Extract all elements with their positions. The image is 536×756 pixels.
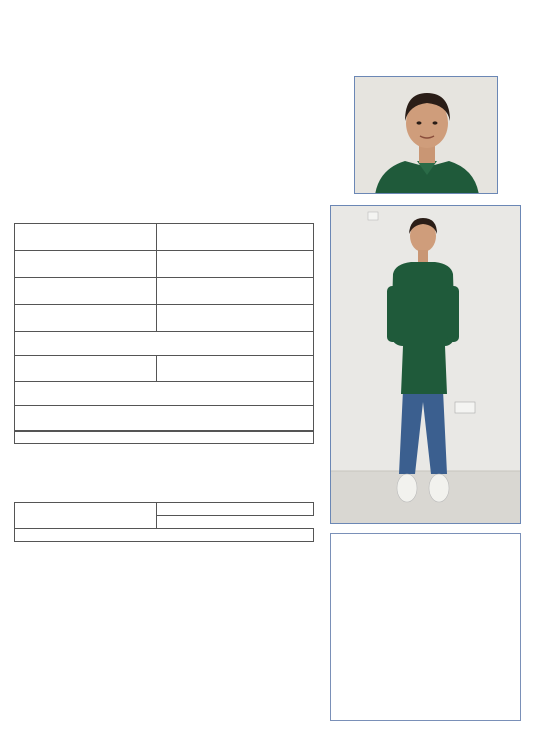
pob-cell <box>156 305 313 332</box>
skills-level-heading <box>156 503 313 516</box>
full-body-photo <box>330 205 521 524</box>
address-cell <box>15 332 314 356</box>
portrait-illustration <box>355 77 498 194</box>
other-skills <box>15 529 314 542</box>
children-cell <box>156 356 313 382</box>
skills-heading <box>15 503 157 529</box>
height-cell <box>15 278 157 305</box>
marital-cell <box>15 356 157 382</box>
nationality-cell <box>156 224 313 251</box>
full-body-illustration <box>331 206 521 524</box>
age-cell <box>15 251 157 278</box>
experiences-box <box>330 533 521 721</box>
skills-table <box>14 502 314 542</box>
mother-cell <box>15 382 314 406</box>
work-heading <box>15 431 314 444</box>
details-table <box>14 223 314 432</box>
religion-cell <box>15 224 157 251</box>
weight-cell <box>156 278 313 305</box>
gender-cell <box>15 305 157 332</box>
work-experience-table <box>14 430 314 444</box>
education-cell <box>15 406 314 432</box>
dob-cell <box>156 251 313 278</box>
portrait-photo <box>354 76 498 194</box>
